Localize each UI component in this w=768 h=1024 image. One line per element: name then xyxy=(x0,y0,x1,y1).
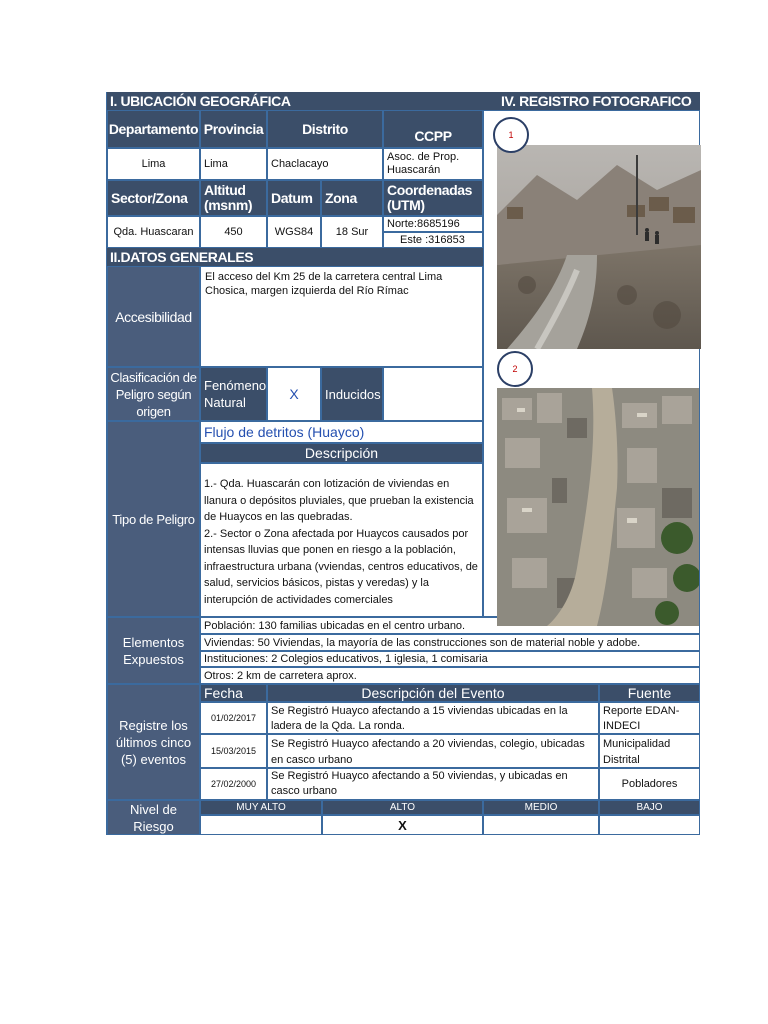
label-accesibilidad: Accesibilidad xyxy=(107,266,200,367)
label-inducidos: Inducidos xyxy=(321,367,383,421)
label-eventos: Registre los últimos cinco (5) eventos xyxy=(107,684,200,800)
header-altitud: Altitud (msnm) xyxy=(200,180,267,216)
value-altitud: 450 xyxy=(200,216,267,248)
section-ubicacion-title: I. UBICACIÓN GEOGRÁFICA xyxy=(107,92,483,110)
riesgo-medio: MEDIO xyxy=(483,800,599,815)
header-descripcion-evento: Descripción del Evento xyxy=(267,684,599,702)
riesgo-bajo: BAJO xyxy=(599,800,700,815)
value-accesibilidad: El acceso del Km 25 de la carretera central Lima Chosica, margen izquierda del Río Rímac xyxy=(200,266,483,367)
header-provincia: Provincia xyxy=(200,110,267,148)
value-provincia: Lima xyxy=(200,148,267,180)
header-departamento: Departamento xyxy=(107,110,200,148)
evento-descripcion: Se Registró Huayco afectando a 50 viviendas, y ubicadas en casco urbano xyxy=(267,768,599,800)
section-datos-generales-title: II.DATOS GENERALES xyxy=(107,248,483,266)
header-distrito: Distrito xyxy=(267,110,383,148)
riesgo-bajo-mark xyxy=(599,815,700,835)
value-este: Este :316853 xyxy=(383,232,483,248)
elemento-otros: Otros: 2 km de carretera aprox. xyxy=(200,667,700,684)
value-norte: Norte:8685196 xyxy=(383,216,483,232)
value-zona: 18 Sur xyxy=(321,216,383,248)
header-sector-zona: Sector/Zona xyxy=(107,180,200,216)
riesgo-medio-mark xyxy=(483,815,599,835)
header-fuente: Fuente xyxy=(599,684,700,702)
photo-number-badge: 2 xyxy=(497,351,533,387)
photo-huayco-casco-urbano xyxy=(497,388,699,626)
value-ccpp: Asoc. de Prop. Huascarán xyxy=(383,148,483,180)
header-coordenadas: Coordenadas (UTM) xyxy=(383,180,483,216)
label-nivel-riesgo: Nivel de Riesgo xyxy=(107,800,200,835)
section-registro-title: IV. REGISTRO FOTOGRAFICO xyxy=(483,92,700,110)
value-datum: WGS84 xyxy=(267,216,321,248)
value-distrito: Chaclacayo xyxy=(267,148,383,180)
riesgo-muy-alto: MUY ALTO xyxy=(200,800,322,815)
cell-inducidos-empty xyxy=(383,367,483,421)
riesgo-alto: ALTO xyxy=(322,800,483,815)
header-descripcion: Descripción xyxy=(200,443,483,463)
evento-descripcion: Se Registró Huayco afectando a 20 viviendas, colegio, ubicadas en casco urbano xyxy=(267,734,599,768)
riesgo-muy-alto-mark xyxy=(200,815,322,835)
evento-fecha: 01/02/2017 xyxy=(200,702,267,734)
label-fenomeno-natural: Fenómeno Natural xyxy=(200,367,267,421)
value-descripcion: 1.- Qda. Huascarán con lotización de viviendas en llanura o depósitos pluviales, que prueban la existencia de Huaycos en las quebradas. 2.- Sector o Zona afectada por Huaycos causados por intensas lluvias que ponen en riesgo a la población, infraestructura urbana (vviendas, centros educativos, de salud, servicios básicos, pistas y veredas) y la interupción de actividades comerciales xyxy=(200,463,483,617)
header-datum: Datum xyxy=(267,180,321,216)
riesgo-alto-mark: X xyxy=(322,815,483,835)
evento-fuente: Reporte EDAN-INDECI xyxy=(599,702,700,734)
value-tipo-peligro: Flujo de detritos (Huayco) xyxy=(200,421,483,443)
label-clasificacion: Clasificación de Peligro según origen xyxy=(107,367,200,421)
photo-number-badge: 1 xyxy=(493,117,529,153)
header-ccpp: CCPP xyxy=(383,110,483,148)
header-zona: Zona xyxy=(321,180,383,216)
elemento-instituciones: Instituciones: 2 Colegios educativos, 1 iglesia, 1 comisaria xyxy=(200,651,700,667)
evento-fecha: 27/02/2000 xyxy=(200,768,267,800)
label-tipo-peligro: Tipo de Peligro xyxy=(107,421,200,617)
evento-fuente: Pobladores xyxy=(599,768,700,800)
elemento-poblacion: Población: 130 familias ubicadas en el centro urbano. xyxy=(200,617,700,634)
evento-descripcion: Se Registró Huayco afectando a 15 viviendas ubicadas en la ladera de la Qda. La ronda. xyxy=(267,702,599,734)
evento-fuente: Municipalidad Distrital xyxy=(599,734,700,768)
value-departamento: Lima xyxy=(107,148,200,180)
mark-fenomeno-natural: X xyxy=(267,367,321,421)
label-elementos-expuestos: Elementos Expuestos xyxy=(107,617,200,684)
header-fecha: Fecha xyxy=(200,684,267,702)
evento-fecha: 15/03/2015 xyxy=(200,734,267,768)
elemento-viviendas: Viviendas: 50 Viviendas, la mayoría de las construcciones son de material noble y adobe. xyxy=(200,634,700,651)
value-sector-zona: Qda. Huascaran xyxy=(107,216,200,248)
photo-huayco-quebrada xyxy=(497,145,701,349)
